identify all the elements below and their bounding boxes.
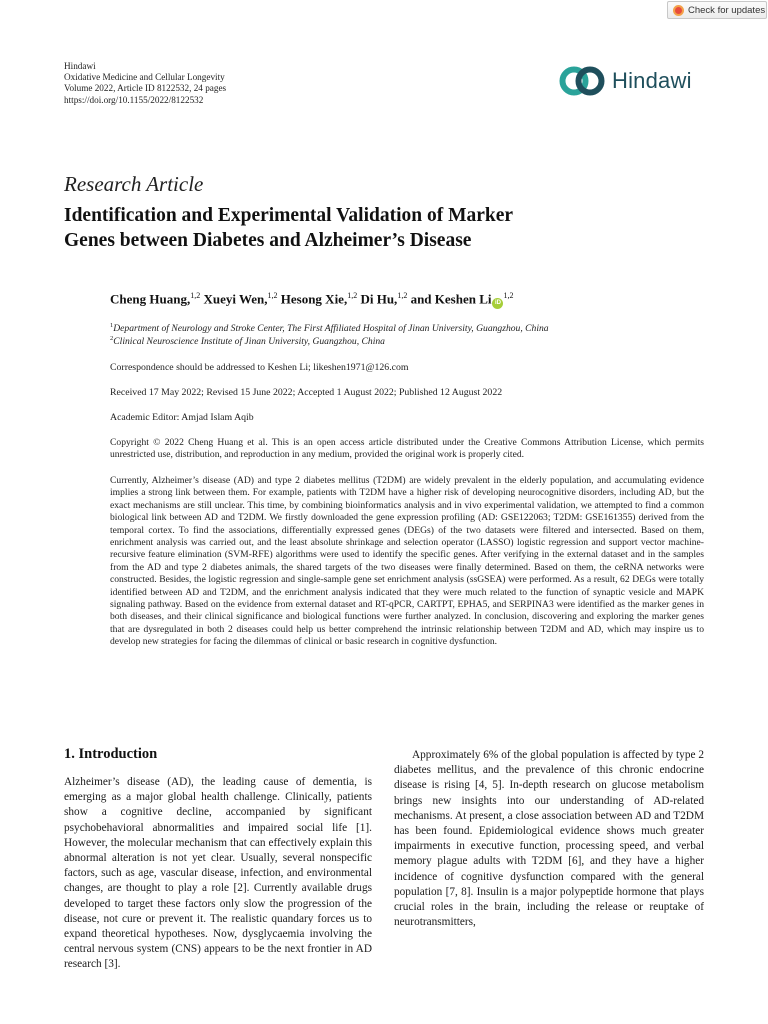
doi-link[interactable]: https://doi.org/10.1155/2022/8122532 — [64, 94, 204, 105]
author-affiliation-marker: 1,2 — [347, 291, 358, 300]
affiliation-2 — [110, 335, 385, 347]
right-column — [394, 748, 704, 930]
author-name[interactable]: Xueyi Wen, — [203, 291, 268, 307]
correspondence-line: Correspondence should be addressed to Keshen Li; likeshen1971@126.com — [110, 362, 409, 373]
author-name[interactable]: Di Hu, — [360, 291, 398, 307]
hindawi-logo — [558, 64, 708, 98]
author-affiliation-marker: 1,2 — [397, 291, 408, 300]
article-type: Research Article — [64, 172, 204, 196]
crossmark-icon — [673, 5, 684, 16]
author-affiliation-marker: 1,2 — [503, 291, 514, 300]
affiliation-1 — [110, 322, 549, 334]
orcid-icon[interactable]: iD — [492, 298, 503, 309]
affiliation-number: 2 — [110, 335, 114, 342]
author-affiliation-marker: 1,2 — [267, 291, 278, 300]
intro-paragraph-1: Alzheimer’s disease (AD), the leading cause of dementia, is emerging as a major global health challenge. Clinically, patients show a cognitive decline, accompanied by significant psychobehavioral abnormalities and impaired social life [1]. However, the molecular mechanism that can effectively explain this abnormal alteration is not yet clear. Usually, several nonspecific factors, such as age, vascular disease, infection, and environmental changes, are thought to play a role [2]. Currently available drugs developed to target these factors only slow the progression of the disease, not cure or prevent it. The realistic quandary forces us to expand theoretical hypotheses. Now, dysglycaemia involving the central nervous system (CNS) appears to be the next frontier in AD research [3]. — [64, 776, 372, 971]
author-list — [110, 291, 513, 309]
check-for-updates-button[interactable] — [667, 1, 767, 19]
affiliation-text: Clinical Neuroscience Institute of Jinan University, Guangzhou, China — [113, 336, 385, 348]
left-column — [64, 775, 372, 973]
copyright-notice: Copyright © 2022 Cheng Huang et al. This is an open access article distributed under the Creative Commons Attribution License, which permits unrestricted use, distribution, and reproduction in any medium, provided the original work is properly cited. — [110, 437, 704, 461]
title-line-2: Genes between Diabetes and Alzheimer’s Disease — [64, 230, 472, 251]
section-heading-introduction: 1. Introduction — [64, 746, 158, 762]
abstract-text: Currently, Alzheimer’s disease (AD) and type 2 diabetes mellitus (T2DM) are widely prevalent in the elderly population, and accumulating evidence implies a strong link between them. For example, patients with T2DM have a higher risk of developing neurocognitive disorders, including AD, but the exact mechanisms are still unclear. This time, by combining bioinformatics analysis and in vivo experimental validation, we attempted to find a common biological link between AD and T2DM. We firstly downloaded the gene expression profiling (AD: GSE122063; T2DM: GSE161355) derived from the temporal cortex. To find the associations, differentially expressed genes (DEGs) of the two datasets were filtered and intersected. Based on them, enrichment analysis was carried out, and the least absolute shrinkage and selection operator (LASSO) logistic regression and support vector machine-recursive feature elimination (SVM-RFE) algorithms were used to identify the specific genes. After verifying in the external dataset and in the samples from the AD and type 2 diabetes animals, the shared targets of the two diseases were finally determined. Based on them, the ceRNA networks were constructed. Besides, the logistic regression and single-sample gene set enrichment analysis (ssGSEA) were performed. As a result, 62 DEGs were totally identified between AD and T2DM, and the enrichment analysis indicated that they were much related to the function of synaptic vesicle and MAPK signaling pathway. Based on the evidence from external dataset and RT-qPCR, CARTPT, EPHA5, and SERPINA3 were identified as the marker genes in both diseases, and their clinical significance and biological functions were further analyzed. In conclusion, discovering and exploring the marker genes that are dysregulated in both 2 diseases could help us better comprehend the intrinsic relationship between T2DM and AD, which may inspire us to develop new strategies for facing the dilemmas of clinical or basic research in cognitive dysfunction. — [110, 475, 704, 648]
affiliation-number: 1 — [110, 322, 114, 329]
journal-meta — [64, 61, 226, 106]
affiliation-text: Department of Neurology and Stroke Center, The First Affiliated Hospital of Jinan University, Guangzhou, China — [113, 323, 549, 335]
author-name[interactable]: Hesong Xie, — [280, 291, 348, 307]
hindawi-logo-text: Hindawi — [612, 68, 692, 93]
article-title — [64, 203, 684, 253]
author-name[interactable]: and Keshen Li — [410, 291, 492, 307]
author-affiliation-marker: 1,2 — [190, 291, 201, 300]
title-line-1: Identification and Experimental Validation of Marker — [64, 205, 514, 226]
dates-line: Received 17 May 2022; Revised 15 June 2022; Accepted 1 August 2022; Published 12 August 2022 — [110, 387, 503, 398]
academic-editor-line: Academic Editor: Amjad Islam Aqib — [110, 412, 254, 423]
journal-name: Oxidative Medicine and Cellular Longevity — [64, 72, 225, 83]
volume-line: Volume 2022, Article ID 8122532, 24 pages — [64, 83, 227, 94]
hindawi-rings-icon — [558, 65, 606, 97]
check-for-updates-label: Check for updates — [688, 4, 766, 16]
author-name[interactable]: Cheng Huang, — [110, 291, 191, 307]
intro-paragraph-2: Approximately 6% of the global population is affected by type 2 diabetes mellitus, and the prevalence of this chronic endocrine disease is rising [4, 5]. In-depth research on glucose metabolism brings new insights into our understanding of AD-related mechanisms. At present, a close association between AD and T2DM has been found. Epidemiological evidence shows much greater impairments in executive function, processing speed, and verbal memory plague adults with T2DM [6], and they have a higher incidence of cognitive dysfunction compared with the general population [7, 8]. Insulin is a major polypeptide hormone that plays crucial roles in the brain, including the release or reuptake of neurotransmitters, — [394, 749, 704, 929]
publisher-name: Hindawi — [64, 61, 96, 71]
